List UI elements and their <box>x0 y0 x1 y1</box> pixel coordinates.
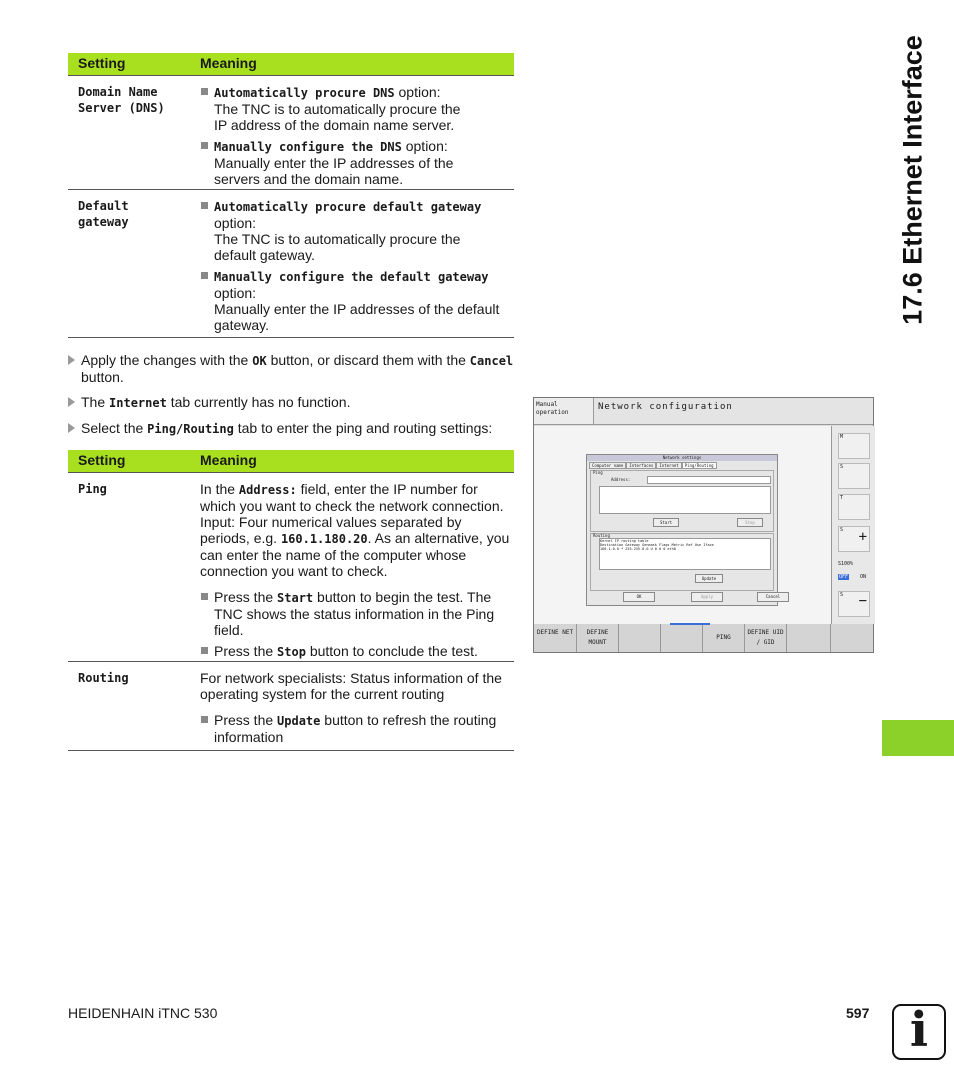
instruction-internet: The Internet tab currently has no function. <box>68 394 514 411</box>
settings-table-2 <box>68 450 514 751</box>
tool-icon: T <box>838 494 870 520</box>
header-setting: Setting <box>78 55 126 71</box>
ping-output <box>599 486 771 514</box>
table-row <box>68 76 514 190</box>
softkey-define-mount[interactable]: DEFINE MOUNT <box>576 624 618 652</box>
header-meaning: Meaning <box>200 55 257 71</box>
ping-description: In the Address: field, enter the IP number for which you want to check the network connection. Input: Four numerical values separated by periods, e.g. 160.1.180.20. As an alternative, you can enter the name of the computer whose connection you want to check. <box>200 481 510 579</box>
header-setting: Setting <box>78 452 126 468</box>
tab-internet[interactable]: Internet <box>656 462 681 469</box>
meaning-cell <box>200 662 514 753</box>
address-input[interactable] <box>647 476 771 484</box>
ok-button[interactable]: OK <box>623 592 655 602</box>
dialog-title: Network settings <box>587 455 777 461</box>
info-icon: i <box>892 1004 946 1060</box>
mode-label: Manual operation <box>534 398 594 425</box>
override-label: S100% <box>838 561 854 567</box>
arrow-icon <box>68 397 75 407</box>
arrow-icon <box>68 355 75 365</box>
routing-description: For network specialists: Status information of the operating system for the current routing <box>200 670 502 702</box>
list-item: Manually configure the DNS option: Manually enter the IP addresses of the servers and the domain name. <box>200 138 514 187</box>
table-row <box>68 662 514 751</box>
softkey-empty[interactable] <box>830 624 873 652</box>
list-item: Press the Stop button to conclude the test. <box>200 643 514 660</box>
softkey-define-net[interactable]: DEFINE NET <box>534 624 576 652</box>
list-item: Press the Update button to refresh the routing information <box>200 712 514 745</box>
stop-button[interactable]: Stop <box>737 518 763 527</box>
page-number: 597 <box>846 1005 870 1021</box>
coolant-icon: S <box>838 463 870 489</box>
list-item: Automatically procure DNS option: The TNC is to automatically procure the IP address of the domain name server. <box>200 84 514 133</box>
table-row <box>68 473 514 662</box>
table-header <box>68 450 514 473</box>
softkey-ping[interactable]: PING <box>702 624 744 652</box>
routing-output: Kernel IP routing table Destination Gateway Genmask Flags Metric Ref Use Iface 160.1.0.0 * 255.255.0.0 U 0 0 0 eth0 <box>599 538 771 570</box>
dialog-tabs <box>589 462 717 469</box>
on-toggle[interactable]: ON <box>860 574 867 580</box>
minus-icon[interactable]: S − <box>838 591 870 617</box>
softkey-empty[interactable] <box>660 624 702 652</box>
setting-routing: Routing <box>78 671 129 685</box>
meaning-cell <box>200 76 514 195</box>
off-toggle[interactable]: OFF <box>839 574 849 580</box>
work-area <box>534 426 831 624</box>
ping-group: Ping Address: Start Stop <box>590 470 774 532</box>
network-settings-dialog <box>586 454 781 606</box>
chapter-side-title: 17.6 Ethernet Interface <box>897 35 928 325</box>
setting-dns: Domain Name Server (DNS) <box>78 85 165 115</box>
setting-ping: Ping <box>78 482 107 496</box>
meaning-cell <box>200 190 514 341</box>
routing-group: Routing Kernel IP routing table Destination Gateway Genmask Flags Metric Ref Use Iface 160.1.0.0 * 255.255.0.0 U 0 0 0 eth0 Update <box>590 533 774 591</box>
screen-title: Network configuration <box>594 398 873 425</box>
apply-button[interactable]: Apply <box>691 592 723 602</box>
tab-computer-name[interactable]: Computer name <box>589 462 626 469</box>
softkey-empty[interactable] <box>786 624 830 652</box>
table-header <box>68 53 514 76</box>
list-item: Press the Start button to begin the test. The TNC shows the status information in the Ping field. <box>200 589 514 638</box>
chapter-tab-marker <box>882 720 954 756</box>
tab-interfaces[interactable]: Interfaces <box>626 462 656 469</box>
arrow-icon <box>68 423 75 433</box>
header-meaning: Meaning <box>200 452 257 468</box>
footer-manual-name: HEIDENHAIN iTNC 530 <box>68 1005 218 1021</box>
list-item: Automatically procure default gateway option: The TNC is to automatically procure the default gateway. <box>200 198 514 263</box>
tnc-screenshot <box>533 397 874 653</box>
softkey-row-indicator <box>670 623 710 625</box>
setting-gateway: Default gateway <box>78 199 129 229</box>
table-row <box>68 190 514 338</box>
instruction-apply: Apply the changes with the OK button, or discard them with the Cancel button. <box>68 352 514 385</box>
settings-table-1 <box>68 53 514 338</box>
tab-ping-routing[interactable]: Ping/Routing <box>682 462 717 469</box>
meaning-cell <box>200 473 514 668</box>
plus-icon[interactable]: S + <box>838 526 870 552</box>
cancel-button[interactable]: Cancel <box>757 592 789 602</box>
list-item: Manually configure the default gateway option: Manually enter the IP addresses of the default gateway. <box>200 268 514 333</box>
instruction-ping-routing: Select the Ping/Routing tab to enter the ping and routing settings: <box>68 420 514 437</box>
softkey-define-uid-gid[interactable]: DEFINE UID / GID <box>744 624 786 652</box>
spindle-icon: M <box>838 433 870 459</box>
softkey-empty[interactable] <box>618 624 660 652</box>
update-button[interactable]: Update <box>695 574 723 583</box>
start-button[interactable]: Start <box>653 518 679 527</box>
status-sidebar <box>831 426 875 624</box>
